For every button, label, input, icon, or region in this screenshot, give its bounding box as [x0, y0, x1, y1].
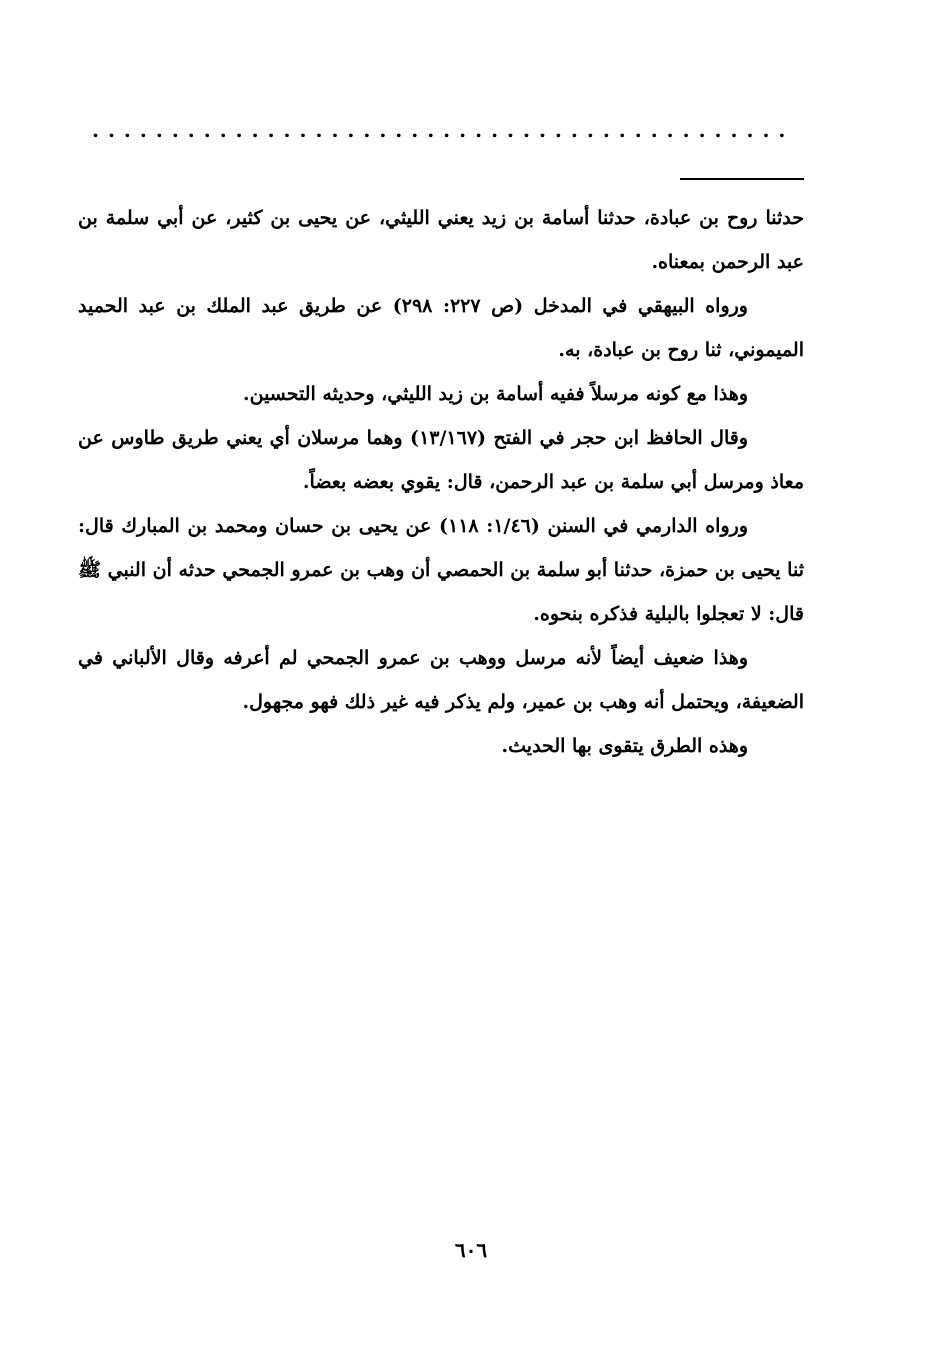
- paragraph-4: وقال الحافظ ابن حجر في الفتح (١٣/١٦٧) وهما مرسلان أي يعني طريق طاوس عن معاذ ومرسل أبي سلمة بن عبد الرحمن، قال: يقوي بعضه بعضاً.: [78, 427, 804, 493]
- dotted-separator: ............................................: [92, 118, 795, 142]
- paragraph-2: ورواه البيهقي في المدخل (ص ٢٢٧: ٢٩٨) عن طريق عبد الملك بن عبد الحميد الميموني، ثنا روح بن عبادة، به.: [78, 295, 804, 361]
- main-text: [78, 196, 804, 768]
- paragraph-6: وهذا ضعيف أيضاً لأنه مرسل ووهب بن عمرو الجمحي لم أعرفه وقال الألباني في الضعيفة، ويحتمل أنه وهب بن عمير، ولم يذكر فيه غير ذلك فهو مجهول.: [78, 647, 804, 713]
- paragraph-5: ورواه الدارمي في السنن (١/٤٦: ١١٨) عن يحيى بن حسان ومحمد بن المبارك قال: ثنا يحيى بن حمزة، حدثنا أبو سلمة بن الحمصي أن وهب بن عمرو الجمحي حدثه أن النبي ﷺ قال: لا تعجلوا بالبلية فذكره بنحوه.: [78, 515, 804, 625]
- paragraph-1: حدثنا روح بن عبادة، حدثنا أسامة بن زيد يعني الليثي، عن يحيى بن كثير، عن أبي سلمة بن عبد الرحمن بمعناه.: [78, 207, 804, 273]
- page-number: ٦٠٦: [454, 1238, 488, 1262]
- footnote-rule: [680, 178, 804, 180]
- paragraph-3: وهذا مع كونه مرسلاً ففيه أسامة بن زيد الليثي، وحديثه التحسين.: [242, 383, 748, 405]
- paragraph-7: وهذه الطرق يتقوى بها الحديث.: [501, 735, 748, 757]
